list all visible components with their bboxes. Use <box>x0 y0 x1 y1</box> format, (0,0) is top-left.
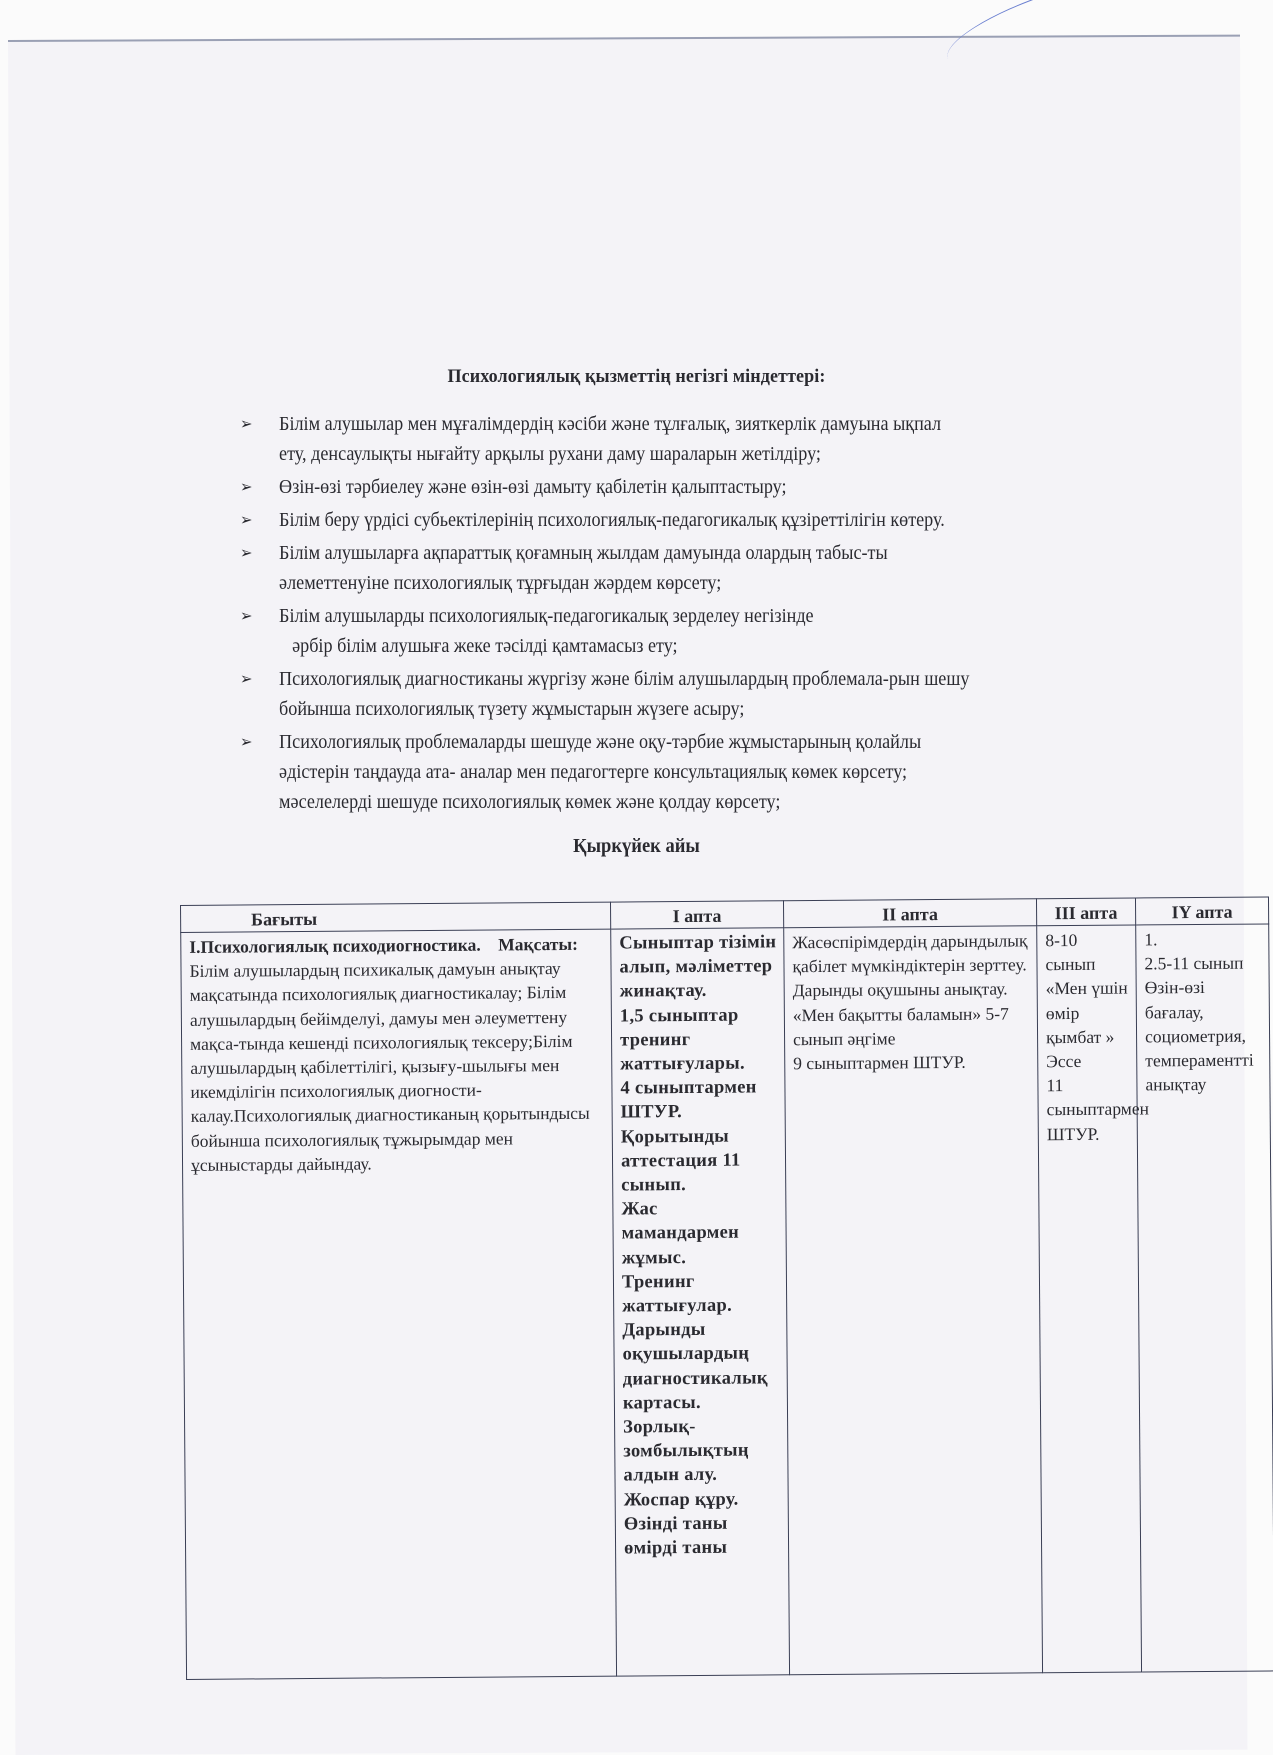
month-heading: Қыркүйек айы <box>573 836 700 857</box>
task-text: Білім алушыларға ақпараттық қоғамның жылдам дамуында олардың табыс-ты <box>279 543 888 564</box>
cell-week-2 <box>784 926 1043 1675</box>
week1-item: Сыныптар тізімін алып, мәліметтер жинақтау. <box>619 932 777 1002</box>
task-text: ету, денсаулықты нығайту арқылы рухани даму шараларын жетілдіру; <box>279 444 821 465</box>
week4-item: 1. <box>1144 929 1158 950</box>
task-text: мәселелерді шешуде психологиялық көмек және қолдау көрсету; <box>279 792 781 813</box>
cell-week-1 <box>611 928 790 1676</box>
task-item <box>240 506 1209 536</box>
header-week-1: I апта <box>610 901 783 929</box>
direction-text: Білім алушылардың психикалық дамуын анықтау мақсатында психологиялық диагностикалау; Білім алушылардың бейімделуі, дамуы мен әлеуметтену мақса-тында кешенді психологиялық тексеру;Білім алушылардың қабілеттілігі, қызығу-шылығы мен икемділігін психологиялық диогности-калау.Психологиялық диагностиканың қорытындысы бойынша психологиялық тұжырымдар мен ұсыныстарды дайындау. <box>189 958 590 1175</box>
page-title: Психологиялық қызметтің негізгі міндеттері: <box>447 366 826 387</box>
header-week-2: II апта <box>783 899 1036 928</box>
task-text: бойынша психологиялық түзету жұмыстарын жүзеге асыру; <box>279 699 745 720</box>
week3-item: 11 сыныптармен ШТУР. <box>1046 1075 1150 1144</box>
cell-week-4 <box>1136 924 1273 1672</box>
week1-item: 4 сыныптармен ШТУР. <box>620 1077 757 1123</box>
table-row <box>181 924 1273 1680</box>
arrowhead-bullet-icon: ➢ <box>240 608 253 625</box>
task-text: Білім беру үрдісі субьектілерінің психологиялық-педагогикалық құзіреттілігін көтеру. <box>279 510 945 531</box>
week3-item: 8-10 сынып «Мен үшін өмір қымбат » <box>1045 929 1128 1048</box>
week1-item: Жоспар құру. <box>623 1489 739 1511</box>
task-list <box>240 410 1160 821</box>
goal-label: Мақсаты: <box>498 933 578 955</box>
week1-item: Өзінді таны өмірді таны <box>623 1513 728 1559</box>
task-text: Білім алушылар мен мұғалімдердің кәсіби және тұлғалық, зияткерлік дамуына ықпал <box>279 414 942 435</box>
task-text: Өзін-өзі тәрбиелеу және өзін-өзі дамыту қабілетін қалыптастыру; <box>279 477 787 498</box>
task-item <box>240 473 1209 503</box>
task-item <box>240 539 1209 599</box>
arrowhead-bullet-icon: ➢ <box>240 479 253 496</box>
arrowhead-bullet-icon: ➢ <box>240 416 253 433</box>
week1-item: Дарынды оқушылардың диагностикалық картасы. <box>622 1320 768 1414</box>
header-week-3: III апта <box>1036 898 1135 926</box>
week4-item: 2.5-11 сынып Өзін-өзі бағалау, социометрия, темпераментті анықтау <box>1144 952 1254 1095</box>
task-text: Психологиялық диагностиканы жүргізу және білім алушылардың проблемала-рын шешу <box>279 669 970 690</box>
task-item <box>240 602 1209 662</box>
task-item <box>240 665 1209 725</box>
task-text: әлеметтенуіне психологиялық тұрғыдан жәрдем көрсету; <box>279 573 722 594</box>
cell-direction <box>181 929 617 1679</box>
cell-week-3 <box>1037 925 1150 1673</box>
week1-item: Тренинг жаттығулар. <box>621 1271 733 1317</box>
task-text: әдістерін таңдауда ата- аналар мен педагогтерге консультациялық көмек көрсету; <box>279 762 908 783</box>
header-week-4: IY апта <box>1135 897 1268 925</box>
task-text: Психологиялық проблемаларды шешуде және оқу-тәрбие жұмыстарының қолайлы <box>279 732 922 753</box>
arrowhead-bullet-icon: ➢ <box>240 545 253 562</box>
week1-item: Зорлық-зомбылықтың алдын алу. <box>623 1417 749 1487</box>
week3-item: Эссе <box>1046 1050 1082 1072</box>
task-text: Білім алушыларды психологиялық-педагогикалық зерделеу негізінде <box>279 606 814 627</box>
week1-item: 1,5 сыныптар тренинг жаттығулары. <box>619 1005 745 1075</box>
direction-title: I.Психологиялық психодиогностика. <box>189 934 481 957</box>
week2-item: «Мен бақытты баламын» 5-7 сынып әңгіме <box>792 1003 1009 1050</box>
arrowhead-bullet-icon: ➢ <box>240 512 253 529</box>
header-direction: Бағыты <box>181 902 611 932</box>
arrowhead-bullet-icon: ➢ <box>240 671 253 688</box>
week1-item: Жас мамандармен жұмыс. <box>621 1199 740 1269</box>
task-text: әрбір білім алушыға жеке тәсілді қамтамасыз ету; <box>292 636 678 657</box>
week1-item: Қорытынды аттестация 11 сынып. <box>620 1126 741 1196</box>
plan-table <box>180 896 1273 1680</box>
week2-item: Жасөспірімдердің дарындылық қабілет мүмкіндіктерін зерттеу. Дарынды оқушыны анықтау. <box>792 930 1028 1001</box>
task-item <box>240 728 1209 818</box>
arrowhead-bullet-icon: ➢ <box>240 734 253 751</box>
task-item <box>240 410 1209 470</box>
week2-item: 9 сыныптармен ШТУР. <box>793 1051 966 1074</box>
